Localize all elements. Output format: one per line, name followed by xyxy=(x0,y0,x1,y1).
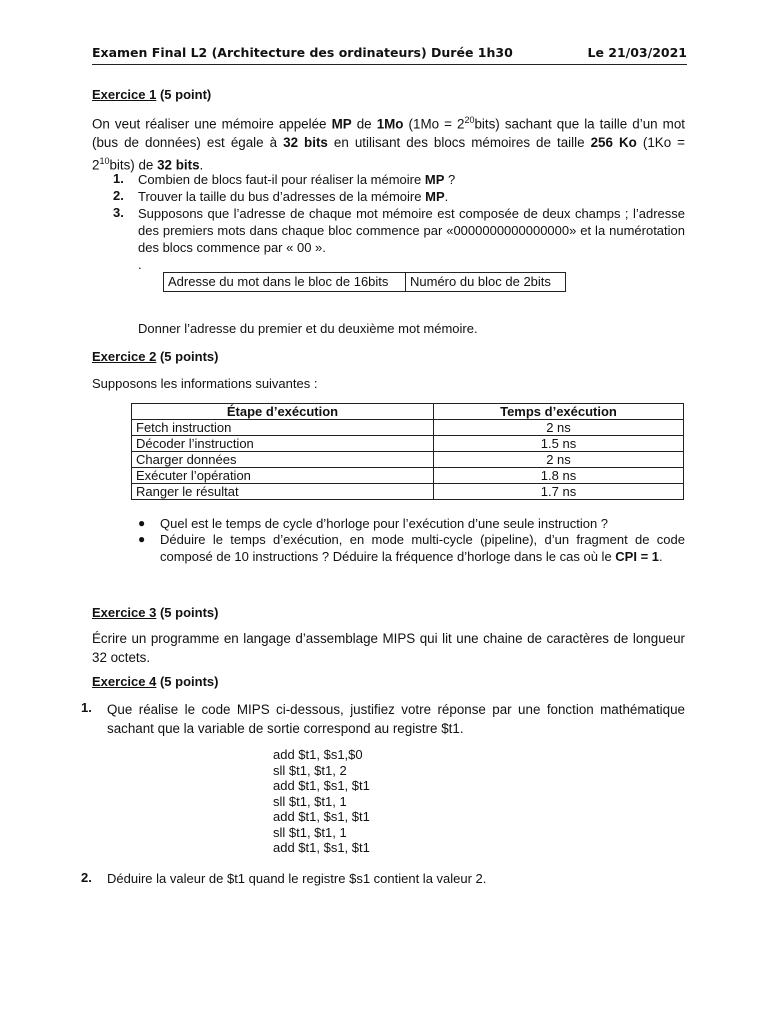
ex1-q2-number: 2. xyxy=(113,188,124,203)
time-cell: 1.8 ns xyxy=(434,468,684,484)
ex1-intro-text-6: (1Ko = 2 xyxy=(92,135,686,173)
step-cell: Décoder l’instruction xyxy=(132,436,434,452)
ex1-q1-mp: MP xyxy=(424,172,445,187)
ex1-intro-text-8: . xyxy=(199,157,204,173)
ex1-q1-text: Combien de blocs faut-il pour réaliser la mémoire xyxy=(138,172,425,187)
ex4-q1: Que réalise le code MIPS ci-dessous, justifiez votre réponse par une fonction mathématique sachant que la variable de sortie correspond au registre $t1. xyxy=(107,702,685,736)
code-line: sll $t1, $t1, 2 xyxy=(273,762,347,778)
ex1-q1 xyxy=(138,171,685,188)
ex1-intro-1mo: 1Mo xyxy=(376,116,404,132)
ex1-q2 xyxy=(138,188,685,205)
ex1-heading xyxy=(92,86,211,103)
time-cell: 2 ns xyxy=(434,420,684,436)
table-row xyxy=(132,452,684,468)
ex2-points: (5 points) xyxy=(159,349,219,364)
table-row xyxy=(132,484,684,500)
ex4-mips-code xyxy=(273,747,370,856)
ex2-title: Exercice 2 xyxy=(92,349,157,364)
ex1-q1-end: ? xyxy=(444,172,456,187)
header-date: Le 21/03/2021 xyxy=(587,45,687,60)
ex1-q3-number: 3. xyxy=(113,205,124,220)
ex1-block-field: Numéro du bloc de 2bits xyxy=(406,273,566,292)
ex1-intro-exp-20: 20 xyxy=(464,115,475,125)
ex1-intro-exp-10: 10 xyxy=(99,156,110,167)
ex2-bullet-2-text: Déduire le temps d’exécution, en mode multi-cycle (pipeline), d’un fragment de code composé de 10 instructions ? Déduire la fréquence d’horloge dans le cas où le xyxy=(160,532,685,564)
table-row xyxy=(132,420,684,436)
ex1-dot: . xyxy=(138,257,142,272)
ex2-bullet-1: Quel est le temps de cycle d’horloge pour l’exécution d’une seule instruction ? xyxy=(160,516,609,531)
ex3-text: Écrire un programme en langage d’assemblage MIPS qui lit une chaine de caractères de longueur 32 octets. xyxy=(92,631,685,665)
ex2-timing-table xyxy=(131,403,684,500)
ex2-bullet-2-end: . xyxy=(659,549,663,564)
ex1-intro-32bits-a: 32 bits xyxy=(283,135,328,151)
code-line: sll $t1, $t1, 1 xyxy=(273,824,347,840)
ex1-address-field: Adresse du mot dans le bloc de 16bits xyxy=(164,273,406,292)
bullet-icon: ● xyxy=(138,532,146,546)
code-line: add $t1, $s1, $t1 xyxy=(273,778,370,793)
ex1-q2-mp: MP xyxy=(425,189,445,204)
ex1-q2-end: . xyxy=(444,189,449,204)
ex1-intro-256ko: 256 Ko xyxy=(590,135,637,151)
ex1-intro-text-2: de xyxy=(351,116,377,132)
table-row xyxy=(164,273,566,292)
ex1-intro-text-1: On veut réaliser une mémoire appelée xyxy=(92,116,332,132)
ex4-q2-number: 2. xyxy=(81,870,92,885)
col-header-time: Temps d’exécution xyxy=(434,404,684,420)
table-row xyxy=(132,436,684,452)
ex1-intro-text-5: en utilisant des blocs mémoires de taille xyxy=(327,135,591,151)
table-row xyxy=(132,468,684,484)
step-cell: Charger données xyxy=(132,452,434,468)
ex1-intro-32bits-b: 32 bits xyxy=(157,157,200,173)
ex4-heading xyxy=(92,673,218,690)
code-line: add $t1, $s1, $t1 xyxy=(273,840,370,855)
ex3-heading xyxy=(92,604,218,621)
ex2-heading xyxy=(92,348,218,365)
time-cell: 1.7 ns xyxy=(434,484,684,500)
ex4-q2: Déduire la valeur de $t1 quand le registre $s1 contient la valeur 2. xyxy=(107,871,487,886)
page-header xyxy=(92,42,687,65)
code-line: add $t1, $s1,$0 xyxy=(273,747,363,762)
step-cell: Fetch instruction xyxy=(132,420,434,436)
code-line: add $t1, $s1, $t1 xyxy=(273,809,370,824)
step-cell: Ranger le résultat xyxy=(132,484,434,500)
ex3-title: Exercice 3 xyxy=(92,605,157,620)
time-cell: 2 ns xyxy=(434,452,684,468)
ex1-address-table xyxy=(163,272,566,292)
ex1-q3: Supposons que l’adresse de chaque mot mémoire est composée de deux champs ; l’adresse des premiers mots dans chaque bloc commence par «0000000000000000» et la numérotation des blocs commence par « 00 ». xyxy=(138,206,685,255)
ex4-points: (5 points) xyxy=(159,674,219,689)
ex1-q2-text: Trouver la taille du bus d’adresses de la mémoire xyxy=(138,189,426,204)
ex4-title: Exercice 4 xyxy=(92,674,157,689)
ex1-title: Exercice 1 xyxy=(92,87,157,102)
ex1-intro-text-3: (1Mo = 2 xyxy=(403,116,465,132)
header-title: Examen Final L2 (Architecture des ordinateurs) Durée 1h30 xyxy=(92,45,513,60)
ex1-intro-text-4: bits) sachant que la taille d’un mot (bus de données) est égale à xyxy=(92,116,685,151)
ex1-intro-text-7: bits) de xyxy=(109,157,158,173)
time-cell: 1.5 ns xyxy=(434,436,684,452)
code-line: sll $t1, $t1, 1 xyxy=(273,793,347,809)
ex2-intro: Supposons les informations suivantes : xyxy=(92,376,318,391)
bullet-icon: ● xyxy=(138,516,146,530)
ex4-q1-number: 1. xyxy=(81,700,92,715)
col-header-step: Étape d’exécution xyxy=(132,404,434,420)
table-header-row xyxy=(132,404,684,420)
ex2-cpi: CPI = 1 xyxy=(615,549,659,564)
ex3-points: (5 points) xyxy=(159,605,219,620)
ex1-intro-mp: MP xyxy=(331,116,352,132)
ex1-final-question: Donner l’adresse du premier et du deuxième mot mémoire. xyxy=(138,321,478,336)
ex1-q1-number: 1. xyxy=(113,171,124,186)
ex1-points: (5 point) xyxy=(159,87,212,102)
step-cell: Exécuter l’opération xyxy=(132,468,434,484)
ex1-intro xyxy=(92,111,685,175)
ex2-bullet-2 xyxy=(160,531,685,565)
